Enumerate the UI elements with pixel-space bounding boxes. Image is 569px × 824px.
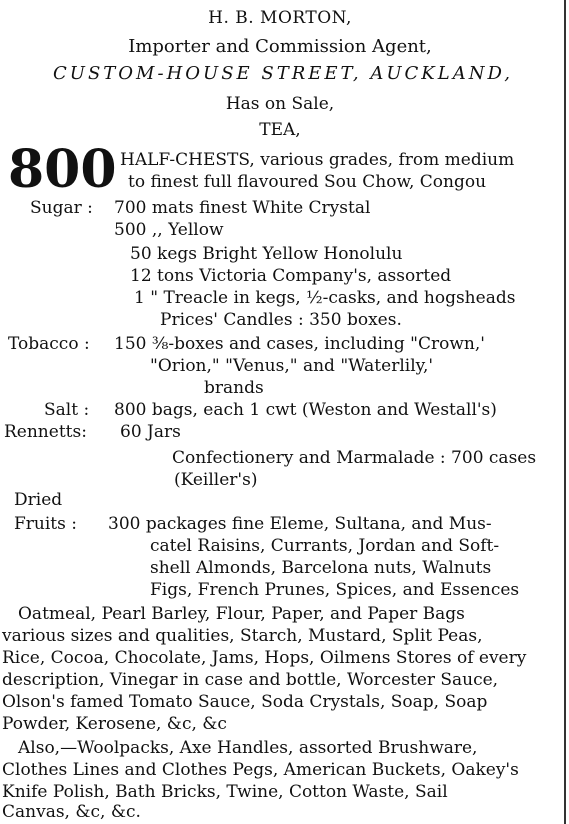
dried-fruits-line-2: catel Raisins, Currants, Jordan and Soft- — [150, 536, 500, 556]
dried-fruits-label-2: Fruits : — [14, 514, 77, 534]
oatmeal-line-1: Oatmeal, Pearl Barley, Flour, Paper, and Paper Bags — [18, 604, 465, 624]
salt-label: Salt : — [44, 400, 90, 420]
oatmeal-line-2: various sizes and qualities, Starch, Mustard, Split Peas, — [2, 626, 483, 646]
rennetts-label: Rennetts: — [4, 422, 87, 442]
confectionery-line-1: Confectionery and Marmalade : 700 cases — [172, 448, 537, 468]
also-line-1: Also,—Woolpacks, Axe Handles, assorted Brushware, — [18, 738, 478, 758]
merchant-role: Importer and Commission Agent, — [128, 36, 432, 57]
also-line-2: Clothes Lines and Clothes Pegs, American Buckets, Oakey's — [2, 760, 519, 780]
sugar-line-5: 1 " Treacle in kegs, ½-casks, and hogsheads — [134, 288, 516, 308]
tobacco-label: Tobacco : — [8, 334, 90, 354]
column-rule — [564, 0, 566, 824]
oatmeal-line-3: Rice, Cocoa, Chocolate, Jams, Hops, Oilmens Stores of every — [2, 648, 527, 668]
oatmeal-line-6: Powder, Kerosene, &c, &c — [2, 714, 227, 734]
tobacco-line-2: "Orion," "Venus," and "Waterlily,' — [150, 356, 434, 376]
sugar-line-4: 12 tons Victoria Company's, assorted — [130, 266, 452, 286]
sugar-line-1: 700 mats finest White Crystal — [114, 198, 371, 218]
confectionery-line-2: (Keiller's) — [174, 470, 258, 490]
salt-line: 800 bags, each 1 cwt (Weston and Westall's) — [114, 400, 497, 420]
dried-fruits-label-1: Dried — [14, 490, 63, 510]
sugar-line-6: Prices' Candles : 350 boxes. — [160, 310, 402, 330]
dried-fruits-line-3: shell Almonds, Barcelona nuts, Walnuts — [150, 558, 492, 578]
also-line-3: Knife Polish, Bath Bricks, Twine, Cotton Waste, Sail — [2, 782, 448, 802]
has-on-sale: Has on Sale, — [225, 94, 335, 114]
sugar-line-3: 50 kegs Bright Yellow Honolulu — [130, 244, 403, 264]
rennetts-line: 60 Jars — [120, 422, 181, 442]
dried-fruits-line-4: Figs, French Prunes, Spices, and Essences — [150, 580, 520, 600]
oatmeal-line-4: description, Vinegar in case and bottle, Worcester Sauce, — [2, 670, 499, 690]
dried-fruits-line-1: 300 packages fine Eleme, Sultana, and Mus- — [108, 514, 492, 534]
tea-heading: TEA, — [259, 120, 301, 140]
tea-line-1: HALF-CHESTS, various grades, from medium — [120, 150, 515, 170]
tea-line-2: to finest full flavoured Sou Chow, Congou — [128, 172, 487, 192]
tobacco-line-3: brands — [204, 378, 264, 398]
tea-quantity: 800 — [8, 139, 117, 200]
also-line-4: Canvas, &c, &c. — [2, 802, 141, 822]
sugar-label: Sugar : — [30, 198, 93, 218]
tobacco-line-1: 150 ⅜-boxes and cases, including "Crown,' — [114, 334, 485, 354]
oatmeal-line-5: Olson's famed Tomato Sauce, Soda Crystals, Soap, Soap — [2, 692, 488, 712]
sugar-line-2: 500 ,, Yellow — [114, 220, 224, 240]
merchant-address: CUSTOM-HOUSE STREET, AUCKLAND, — [53, 63, 513, 84]
merchant-name: H. B. MORTON, — [208, 8, 352, 28]
